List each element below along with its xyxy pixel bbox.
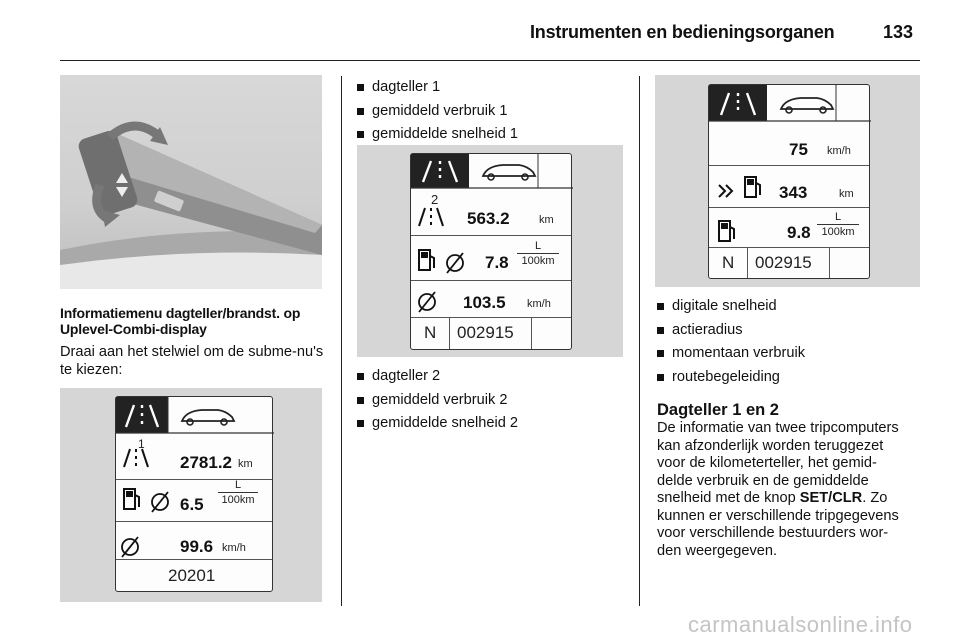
display-3-divider-b: [709, 207, 869, 208]
display-2-divider-e: [531, 317, 532, 349]
consumption-unit-top-1: L: [234, 479, 242, 491]
page-number: 133: [883, 22, 914, 42]
paragraph-line: kunnen er verschillende tripgegevens: [657, 507, 899, 524]
odometer-2: 002915: [457, 323, 514, 342]
list-item: gemiddeld verbruik 2: [357, 389, 518, 413]
list-item: gemiddelde snelheid 2: [357, 412, 518, 436]
page-header-title: Instrumenten en bedieningsorganen: [530, 22, 835, 42]
stalk-photo: [60, 75, 322, 289]
column-divider-right: [639, 76, 640, 606]
display-2-divider-c: [411, 317, 571, 318]
bullet-list-trip-1: [357, 76, 518, 147]
display-3-divider-c: [709, 247, 869, 248]
display-3-divider-e: [829, 247, 830, 278]
info-display-2: [410, 153, 572, 350]
range-value: 343: [779, 183, 808, 202]
avg-consumption-2: 7.8: [485, 253, 509, 272]
trip-distance-unit-1: km: [238, 458, 253, 470]
current-consumption-unit: [817, 211, 859, 238]
display-2-divider-d: [449, 317, 450, 349]
paragraph-line: den weergegeven.: [657, 542, 778, 559]
digital-speed: 75: [789, 140, 808, 159]
figure-caption: Informatiemenu dagteller/brandst. op Uplevel-Combi-display: [60, 305, 301, 337]
paragraph-line: voor verschillende bestuurders wor-: [657, 525, 889, 541]
current-consumption-unit-bar: [817, 224, 859, 225]
list-item: gemiddelde snelheid 1: [357, 123, 518, 147]
paragraph-line: delde verbruik en de gemiddelde: [657, 472, 869, 489]
info-display-3: [708, 84, 870, 279]
range-unit: km: [839, 188, 854, 200]
set-clr-button-name: SET/CLR: [799, 490, 863, 506]
consumption-unit-bottom-2: 100km: [521, 255, 555, 267]
display-2-divider-a: [411, 235, 571, 236]
odometer-3: 002915: [755, 253, 812, 272]
avg-consumption-1: 6.5: [180, 495, 204, 514]
odometer-1: 20201: [168, 566, 216, 585]
bullet-list-trip-2: [357, 365, 518, 436]
list-item: dagteller 2: [357, 365, 518, 389]
current-consumption-unit-top: L: [834, 211, 842, 223]
trip-index-1: 1: [138, 437, 145, 451]
consumption-unit-1: [218, 479, 258, 506]
gear-indicator-2: N: [424, 323, 437, 342]
avg-speed-unit-2: km/h: [527, 298, 551, 310]
trip-distance-2: 563.2: [467, 209, 510, 228]
current-consumption-unit-bottom: 100km: [821, 226, 855, 238]
section-paragraph: [657, 420, 927, 560]
display-1-divider-c: [116, 559, 272, 560]
current-consumption: 9.8: [787, 223, 811, 242]
watermark: carmanualsonline.info: [688, 612, 913, 637]
info-display-1: [115, 396, 273, 592]
display-2-divider-b: [411, 280, 571, 281]
consumption-unit-bar-2: [517, 253, 559, 254]
list-item: gemiddeld verbruik 1: [357, 100, 518, 124]
display-1-divider-b: [116, 521, 272, 522]
trip-distance-1: 2781.2: [180, 453, 232, 472]
paragraph-line: De informatie van twee tripcomputers: [657, 420, 899, 436]
consumption-unit-bottom-1: 100km: [221, 494, 255, 506]
trip-index-2: 2: [431, 192, 439, 207]
stalk-illustration: [60, 75, 322, 289]
avg-speed-unit-1: km/h: [222, 542, 246, 554]
list-item: actieradius: [657, 319, 805, 343]
avg-speed-2: 103.5: [463, 293, 506, 312]
list-item: momentaan verbruik: [657, 342, 805, 366]
display-3-divider-a: [709, 165, 869, 166]
paragraph-line: voor de kilometerteller, het gemid-: [657, 455, 877, 471]
section-heading: Dagteller 1 en 2: [657, 401, 779, 419]
header-rule: [60, 60, 920, 61]
paragraph-pre-bold: snelheid met de knop: [657, 490, 800, 506]
paragraph-line: kan afzonderlijk worden teruggezet: [657, 437, 884, 454]
intro-text: Draai aan het stelwiel om de subme-nu's te kiezen:: [60, 344, 324, 378]
consumption-unit-2: [517, 240, 559, 267]
digital-speed-unit: km/h: [827, 145, 851, 157]
avg-speed-1: 99.6: [180, 537, 214, 556]
list-item: routebegeleiding: [657, 366, 805, 390]
consumption-unit-top-2: L: [534, 240, 542, 252]
paragraph-post-bold: . Zo: [862, 490, 888, 506]
list-item: dagteller 1: [357, 76, 518, 100]
list-item: digitale snelheid: [657, 295, 805, 319]
trip-distance-unit-2: km: [539, 214, 554, 226]
column-divider-left: [341, 76, 342, 606]
bullet-list-info: [657, 295, 805, 389]
paragraph-line-with-button: [657, 490, 927, 508]
consumption-unit-bar-1: [218, 492, 258, 493]
display-3-divider-d: [747, 247, 748, 278]
gear-indicator-3: N: [722, 253, 735, 272]
